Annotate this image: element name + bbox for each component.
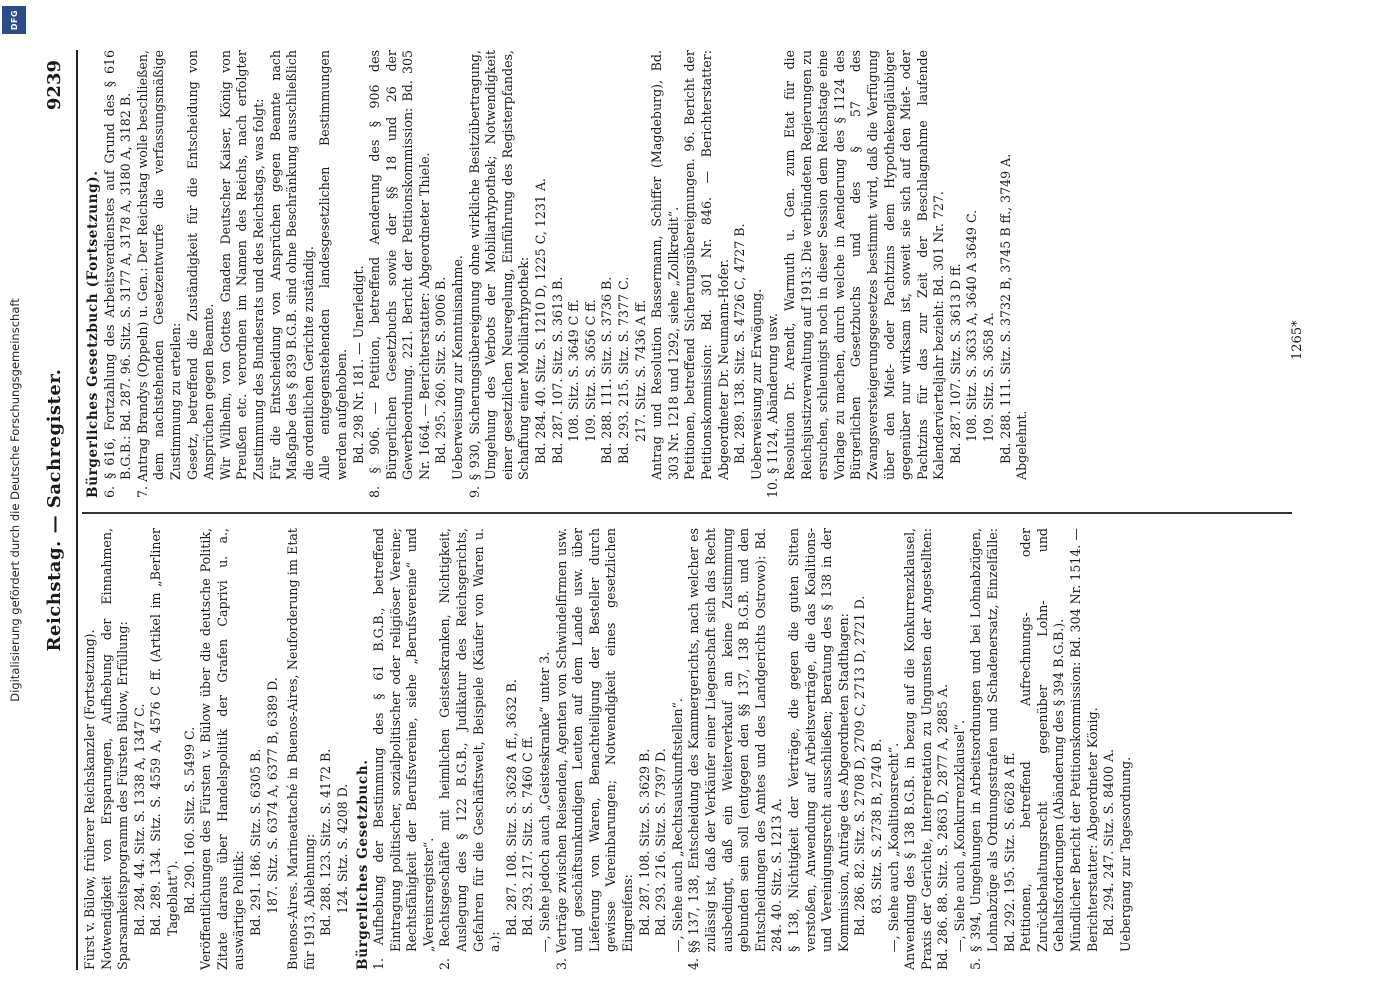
entry-line: 109. Sitz. S. 3658 A. bbox=[981, 312, 997, 442]
entry-line: Notwendigkeit von Ersparungen, Aufhebung der Einnahmen, Sparsamkeitsprogramm des Fürsten Bülow, Erfüllung: bbox=[98, 528, 131, 970]
entry-line: 3. Verträge zwischen Reisenden, Agenten von Schwindelfirmen usw. und geschäftsunkundigen Leuten auf dem Lande usw. über Lieferung von Waren, Benachteiligung der Besteller durch gewisse Vereinbarungen; Notwendigkeit eines gesetzlichen Eingreifens: bbox=[553, 528, 635, 970]
entry-line: 108. Sitz. S. 3649 C ff. bbox=[566, 299, 582, 442]
entry-line: 9. § 930, Sicherungsübereignung ohne wirkliche Besitzübertragung, Umgehung des Verbots der Mobiliarhypothek; Notwendigkeit einer gesetzlichen Neuregelung, Einführung des Registerpfandes, Schaffung einer Mobiliarhypothek: bbox=[466, 50, 532, 498]
entry-line: Antrag und Resolution Bassermann, Schiffer (Magdeburg), Bd. 303 Nr. 1218 und 1292, siehe „Zollkredit“. bbox=[649, 50, 681, 480]
entry-line: 124. Sitz. S. 4208 D. bbox=[334, 783, 350, 914]
entry-line: Alle entgegenstehenden landesgesetzlichen Bestimmungen werden aufgehoben. bbox=[317, 50, 349, 480]
digitization-credit-text: Digitalisierung gefördert durch die Deutsche Forschungsgemeinschaft bbox=[8, 298, 22, 702]
entry-line: Bd. 288. 123. Sitz. S. 4172 B. bbox=[318, 748, 334, 936]
entry-line: 8. § 906. — Petition, betreffend Aenderung des § 906 des Bürgerlichen Gesetzbuchs sowie der §§ 18 und 26 der Gewerbeordnung. 221. Bericht der Petitionskommission: Bd. 305 Nr. 1664. — Berichterstatter: Abgeordneter Thiele. bbox=[367, 50, 432, 498]
entry-line: 187. Sitz. S. 6374 A, 6377 B, 6389 D. bbox=[264, 677, 280, 914]
entry-line: Bd. 289. 134. Sitz. S. 4559 A, 4576 C ff. (Artikel im „Berliner Tageblatt“). bbox=[148, 528, 180, 936]
page-header bbox=[40, 50, 78, 970]
entry-line: Fürst v. Bülow, früherer Reichskanzler (Fortsetzung). bbox=[82, 629, 97, 970]
entry-line: Ueberweisung zur Erwägung. bbox=[748, 288, 764, 480]
entry-line: Bd. 288. 111. Sitz. S. 3732 B, 3745 B ff., 3749 A. bbox=[997, 153, 1013, 464]
entry-line: Wir Wilhelm, von Gottes Gnaden Deutscher Kaiser, König von Preußen etc. verordnen im Namen des Reichs, nach erfolgter Zustimmung des Bundesrats und des Reichstags, was folgt: bbox=[217, 50, 266, 480]
entry-line: —, Siehe auch „Rechtsauskunftstellen“. bbox=[669, 698, 685, 952]
entry-line: —, Siehe auch „Konkurrenzklausel“. bbox=[951, 720, 967, 952]
entry-line: Bd. 290. 160. Sitz. S. 5499 C. bbox=[181, 726, 197, 914]
column-divider bbox=[82, 513, 1292, 515]
entry-line: 5. § 394, Umgehungen in Arbeitsordnungen und bei Lohnabzügen, Lohnabzüge als Ordnungsstrafen und Schadenersatz, Einzelfälle: Bd. 292. 195. Sitz. S. 6628 A ff. bbox=[968, 528, 1017, 970]
digitization-credit bbox=[0, 0, 30, 1000]
entry-line: Bd. 286. 82. Sitz. S. 2708 D, 2709 C, 2713 D, 2721 D. bbox=[852, 595, 868, 936]
entry-line: Bd. 287. 107. Sitz. S. 3613 D ff. bbox=[947, 263, 963, 464]
entry-line: 7. Antrag Brandys (Oppeln) u. Gen.: Der Reichstag wolle beschließen, dem nachstehenden Gesetzentwurfe die verfassungsmäßige Zustimmung zu erteilen: bbox=[134, 50, 183, 498]
entry-line: Bd. 287. 108. Sitz. S. 3629 B. bbox=[636, 748, 652, 936]
entry-line: Bd. 291. 186. Sitz. S. 6305 B. bbox=[247, 748, 263, 936]
entry-line: Ueberweisung zur Kenntnisnahme. bbox=[450, 255, 466, 480]
entry-line: Bd. 288. 111. Sitz. S. 3736 B. bbox=[599, 276, 615, 464]
entry-line: Bd. 295. 260. Sitz. S. 9006 B. bbox=[433, 276, 449, 464]
entry-line: Bd. 287. 107. Sitz. S. 3613 B. bbox=[549, 276, 565, 464]
entry-line: 4. §§ 137, 138, Entscheidung des Kammergerichts, nach welcher es zulässig ist, daß der Verkäufer einer Liegenschaft sich das Recht ausbedingt, daß ein Weiterverkauf an keine Zustimmung gebunden sein soll (entgegen den §§ 137, 138 B.G.B. und den Entscheidungen des Amtes und des Landgerichts Ostrowo): Bd. 284. 40. Sitz. S. 1213 A. bbox=[686, 528, 785, 970]
entry-line: Mündlicher Bericht der Petitionskommission: Bd. 304 Nr. 1514. — Berichterstatter: Abgeordneter König. bbox=[1068, 528, 1100, 952]
entry-line: —, Siehe jedoch auch „Geisteskranke“ unter 3. bbox=[537, 651, 553, 952]
entry-line: Abgelehnt. bbox=[1014, 410, 1030, 480]
entry-line: 2. Rechtsgeschäfte mit heimlichen Geisteskranken, Nichtigkeit, Auslegung des § 122 B.G.B., Judikatur des Reichsgerichts, Gefahren für die Geschäftswelt, Beispiele (Käufer von Waren u. a.): bbox=[437, 528, 503, 970]
entry-line: 108. Sitz. S. 3633 A, 3640 A 3649 C. bbox=[964, 209, 980, 442]
entry-line: § 138, Nichtigkeit der Verträge, die gegen die guten Sitten verstoßen, Anwendung auf Arbeitsverträge, die das Koalitions- und Vereinigungsrecht ausschließen; Beratung des § 138 in der Kommission, Anträge des Abgeordneten Stadthagen: bbox=[785, 528, 851, 952]
entry-line: 1. Aufhebung der Bestimmung des § 61 B.G.B., betreffend Eintragung politischer, sozialpolitischer oder religiöser Vereine; Rechtsfähigkeit der Berufsvereine, siehe „Berufsvereine“ und „Vereinsregister“. bbox=[371, 528, 436, 970]
entry-line: Buenos-Aires. Marineattaché in Buenos-Aires, Neuforderung im Etat für 1913, Ablehnung: bbox=[285, 528, 317, 970]
page-number: 9239 bbox=[44, 60, 65, 111]
entry-line: Bd. 289. 138. Sitz. S. 4726 C, 4727 B. bbox=[732, 223, 748, 464]
entry-line: Für die Entscheidung von Ansprüchen gegen Beamte nach Maßgabe des § 839 B.G.B. sind ohne Beschränkung ausschließlich die ordentlichen Gerichte zuständig. bbox=[267, 50, 316, 480]
entry-line: Bd. 284. 40. Sitz. S. 1210 D, 1225 C, 1231 A. bbox=[533, 177, 549, 464]
entry-line: Anwendung des § 138 B.G.B. in bezug auf die Konkurrenzklausel, Praxis der Gerichte, Interpretation zu Ungunsten der Angestellten: Bd. 286. 88. Sitz. S. 2863 D, 2877 A, 2885 A. bbox=[902, 528, 951, 970]
entry-line: Bd. 298 Nr. 181. — Unerledigt. bbox=[350, 265, 366, 464]
page-title: Reichstag. — Sachregister. bbox=[44, 368, 65, 652]
entry-line: Veröffentlichungen des Fürsten v. Bülow über die deutsche Politik, Zitate daraus über Handelspolitik der Grafen Caprivi u. a., auswärtige Politik: bbox=[198, 528, 247, 970]
entry-line: Bürgerliches Gesetzbuch. bbox=[354, 759, 371, 970]
entry-line: 10. § 1124, Abänderung usw. bbox=[765, 313, 781, 498]
entry-line: Resolution Dr. Arendt, Warmuth u. Gen. zum Etat für die Reichsjustizverwaltung auf 1913: Die verbündeten Regierungen zu ersuchen, schleunigst noch in dieser Session dem Reichstage eine Vorlage zu machen, durch welche in Aenderung des § 1124 des Bürgerlichen Gesetzbuchs und des § 57 des Zwangsversteigerungsgesetzes bestimmt wird, daß die Verfügung über den Miet- oder Pachtzins dem Hypothekengläubiger gegenüber nur wirksam ist, soweit sie sich auf den Miet- oder Pachtzins für das zur Zeit der Beschlagnahme laufende Kalendervierteljahr bezieht: Bd. 301 Nr. 727. bbox=[781, 50, 947, 480]
entry-line: 217. Sitz. S. 7436 A ff. bbox=[632, 299, 648, 442]
entry-line: Petitionen, betreffend Sicherungsübereignungen. 96. Bericht der Petitionskommission: Bd. 301 Nr. 846. — Berichterstatter: Abgeordneter Dr. Neumann-Hofer. bbox=[682, 50, 731, 480]
dfg-logo: DFG bbox=[2, 6, 26, 34]
entry-line: —, Siehe auch „Koalitionsrecht“. bbox=[885, 742, 901, 952]
entry-line: Petitionen, betreffend Aufrechnungs- oder Zurückbehaltungsrecht gegenüber Lohn- und Gehaltsforderungen (Abänderung des § 394 B.G.B.). bbox=[1018, 528, 1067, 952]
right-column bbox=[82, 50, 1312, 498]
entry-line: 109. Sitz. S. 3656 C ff. bbox=[582, 299, 598, 442]
entry-line: 6. § 616, Fortzahlung des Arbeitsverdienstes auf Grund des § 616 B.G.B.: Bd. 287. 96. Sitz. S. 3177 A, 3178 A, 3180 A, 3182 B. bbox=[101, 50, 134, 498]
entry-line: Uebergang zur Tagesordnung. bbox=[1117, 756, 1133, 952]
entry-line: Bd. 287. 108. Sitz. S. 3628 A ff., 3632 B. bbox=[503, 679, 519, 936]
entry-line: Bürgerliches Gesetzbuch (Fortsetzung). bbox=[85, 170, 101, 498]
entry-line: Bd. 294. 247. Sitz. S. 8400 A. bbox=[1101, 748, 1117, 936]
left-column bbox=[82, 528, 1312, 970]
entry-line: Gesetz, betreffend die Zuständigkeit für die Entscheidung von Ansprüchen gegen Beamte. bbox=[184, 50, 217, 480]
entry-line: Bd. 293. 216. Sitz. S. 7397 D. bbox=[653, 748, 669, 936]
entry-line: Bd. 293. 215. Sitz. S. 7377 C. bbox=[616, 276, 631, 464]
entry-line: Bd. 284. 44. Sitz. S. 1338 A, 1347 C. bbox=[131, 703, 147, 936]
entry-line: 83. Sitz. S. 2738 B, 2740 B. bbox=[868, 738, 884, 914]
page-stamp: 1265* bbox=[1290, 320, 1305, 360]
entry-line: Bd. 293. 217. Sitz. S. 7460 C ff. bbox=[520, 735, 536, 936]
